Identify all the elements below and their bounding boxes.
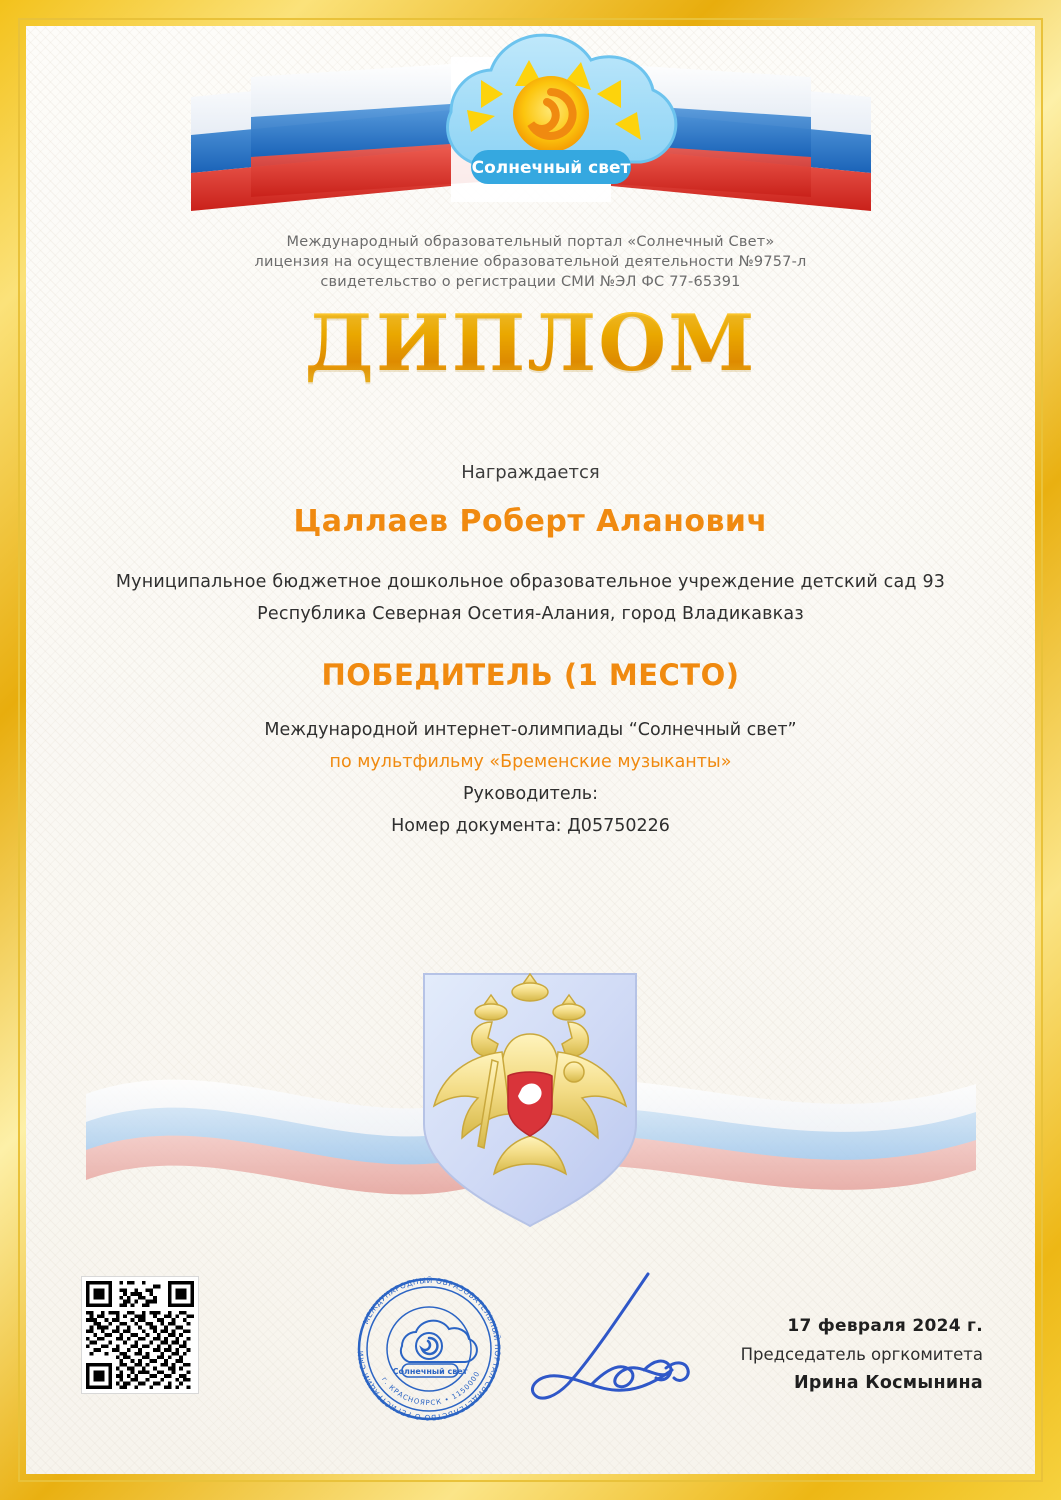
stamp-bottom-text: г. КРАСНОЯРСК • 1150000 (380, 1369, 482, 1408)
footer-info (653, 1316, 983, 1393)
organization-line-1: Муниципальное бюджетное дошкольное образовательное учреждение детский сад 93 (115, 572, 946, 592)
portal-info (26, 232, 1035, 292)
official-stamp (344, 1264, 514, 1434)
document-number: Номер документа: Д05750226 (391, 816, 670, 836)
emblem-band (26, 964, 1035, 1244)
chairperson-name: Ирина Космынина (793, 1373, 983, 1393)
awarded-label: Награждается (461, 462, 600, 483)
certificate-body (26, 26, 1035, 1474)
qr-code (81, 1276, 199, 1394)
stamp-outer-text: МЕЖДУНАРОДНЫЙ ОБРАЗОВАТЕЛЬНЫЙ ПОРТАЛ СВИДЕТЕЛЬСТВО О РЕГИСТРАЦИИ СМИ (355, 1275, 503, 1423)
supervisor-label: Руководитель: (462, 784, 599, 804)
page-title: ДИПЛОМ (26, 298, 1035, 389)
header-ribbon (26, 32, 1035, 252)
portal-line-1: Международный образовательный портал «Солнечный Свет» (286, 234, 775, 250)
portal-line-3: свидетельство о регистрации СМИ №ЭЛ ФС 77-65391 (320, 274, 741, 290)
issue-date: 17 февраля 2024 г. (787, 1316, 983, 1336)
olympiad-topic: по мультфильму «Бременские музыканты» (329, 752, 732, 772)
stamp-inner-text: Солнечный свет (392, 1367, 468, 1376)
qr-code-icon (86, 1281, 194, 1389)
chairperson-role: Председатель оргкомитета (740, 1345, 983, 1364)
award-place: ПОБЕДИТЕЛЬ (1 МЕСТО) (321, 658, 740, 692)
olympiad-name: Международной интернет-олимпиады “Солнечный свет” (264, 720, 797, 740)
coat-of-arms-icon (26, 964, 1035, 1244)
organization-line-2: Республика Северная Осетия-Алания, город Владикавказ (257, 604, 804, 624)
stamp-icon (344, 1264, 514, 1434)
recipient-name: Цаллаев Роберт Аланович (293, 504, 768, 539)
logo-text: Солнечный свет (471, 158, 630, 178)
ribbon-flags-icon (151, 32, 911, 247)
portal-line-2: лицензия на осуществление образовательной деятельности №9757-л (254, 254, 807, 270)
